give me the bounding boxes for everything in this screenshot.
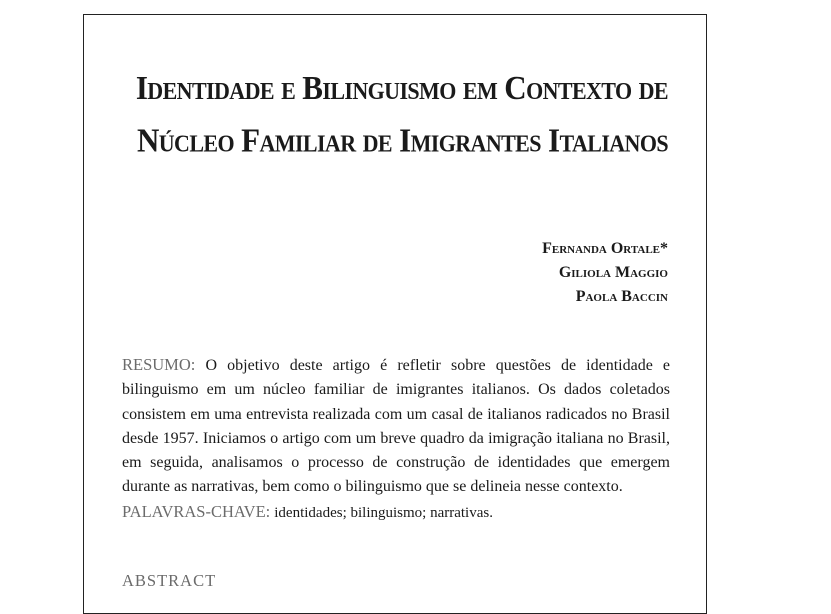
keywords-line (122, 500, 670, 525)
author-1: Fernanda Ortale* (542, 240, 668, 257)
author-2: Giliola Maggio (558, 264, 668, 281)
abstract-text: O objetivo deste artigo é refletir sobre questões de identidade e bilinguismo em um núcleo familiar de imigrantes italianos. Os dados coletados consistem em uma entrevista realizada com um casal de italianos radicados no Brasil desde 1957. Iniciamos o artigo com um breve quadro da imigração italiana no Brasil, em seguida, analisamos o processo de construção de identidades que emergem durante as narrativas, bem como o bilinguismo que se delineia nesse contexto. (122, 357, 671, 496)
abstract-label: RESUMO: (122, 355, 196, 374)
next-section-heading: ABSTRACT (122, 571, 217, 590)
author-3: Paola Baccin (575, 288, 668, 305)
author-list (542, 237, 668, 309)
document-page (83, 14, 707, 614)
title-line-2: Núcleo Familiar de Imigrantes Italianos (136, 121, 668, 160)
keywords-text: identidades; bilinguismo; narrativas. (274, 504, 493, 521)
title-line-1: Identidade e Bilinguismo em Contexto de (135, 68, 668, 107)
paper-title (108, 61, 668, 167)
keywords-label: PALAVRAS-CHAVE: (122, 501, 271, 521)
abstract-section (122, 353, 670, 525)
